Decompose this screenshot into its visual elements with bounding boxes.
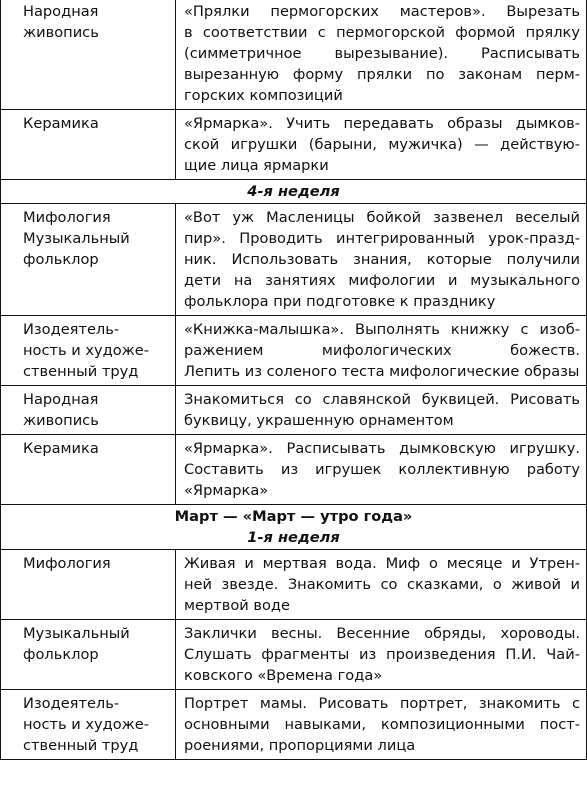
subject-cell	[1, 550, 176, 620]
subject-cell	[1, 620, 176, 690]
description-line: «Ярмарка»	[184, 482, 269, 499]
subject-line: Изодеятель-	[23, 695, 120, 712]
description-line: фольклора при подготовке к празднику	[184, 293, 496, 310]
description-line: вырезанную форму прялки по законам перм-	[184, 66, 580, 83]
description-line: роениями, пропорциями лица	[184, 737, 416, 754]
subject-cell	[1, 435, 176, 505]
table-row	[1, 386, 587, 435]
table-row	[1, 110, 587, 180]
table-row	[1, 435, 587, 505]
subject-line: ственный труд	[23, 737, 139, 754]
subject-cell	[1, 110, 176, 180]
description-cell	[176, 110, 587, 180]
subject-cell	[1, 204, 176, 316]
description-line: (симметричное вырезывание). Расписывать	[184, 45, 580, 62]
description-cell	[176, 550, 587, 620]
subject-line: Керамика	[23, 440, 99, 457]
description-line: Портрет мамы. Рисовать портрет, знакомить с	[184, 695, 580, 712]
subject-line: ность и художе-	[23, 342, 150, 359]
subject-line: фольклор	[23, 646, 99, 663]
description-line: ней звезде. Знакомить со сказками, о живой и	[184, 576, 580, 593]
section-header-row	[1, 180, 587, 204]
subject-cell	[1, 0, 176, 110]
description-line: ражением мифологических божеств.	[184, 342, 580, 359]
description-line: мертвой воде	[184, 597, 291, 614]
table-row	[1, 0, 587, 110]
description-line: буквицу, украшенную орнаментом	[184, 412, 454, 429]
description-cell	[176, 386, 587, 435]
subject-line: Народная	[23, 391, 99, 408]
section-header	[1, 180, 587, 204]
subject-line: Мифология	[23, 209, 111, 226]
description-line: ник. Использовать знания, которые получили	[184, 251, 580, 268]
week-title: 1-я неделя	[247, 529, 340, 546]
subject-line: ственный труд	[23, 363, 139, 380]
description-cell	[176, 435, 587, 505]
table-row	[1, 316, 587, 386]
description-line: «Книжка-малышка». Выполнять книжку с изоб-	[184, 321, 580, 338]
subject-line: ность и художе-	[23, 716, 150, 733]
description-line: «Прялки пермогорских мастеров». Вырезать	[184, 3, 580, 20]
subject-line: Народная	[23, 3, 99, 20]
description-line: «Ярмарка». Учить передавать образы дымков-	[184, 115, 580, 132]
description-line: Знакомиться со славянской буквицей. Рисовать	[184, 391, 580, 408]
description-line: в соответствии с пермогорской формой прялку	[184, 24, 580, 41]
description-line: дети на занятиях мифологии и музыкального	[184, 272, 580, 289]
description-cell	[176, 204, 587, 316]
description-line: основными навыками, композиционными пост-	[184, 716, 580, 733]
description-line: Составить из игрушек коллективную работу	[184, 461, 580, 478]
description-line: «Ярмарка». Расписывать дымковскую игрушку.	[184, 440, 580, 457]
description-line: щие лица ярмарки	[184, 157, 329, 174]
description-line: Слушать фрагменты из произведения П.И. Чай-	[184, 646, 580, 663]
subject-cell	[1, 690, 176, 760]
subject-line: фольклор	[23, 251, 99, 268]
table-row	[1, 620, 587, 690]
section-header-row	[1, 505, 587, 550]
description-cell	[176, 316, 587, 386]
subject-cell	[1, 316, 176, 386]
week-title: 4-я неделя	[247, 183, 340, 200]
description-line: пир». Проводить интегрированный урок-празд-	[184, 230, 580, 247]
subject-line: живопись	[23, 24, 99, 41]
description-cell	[176, 690, 587, 760]
subject-line: Музыкальный	[23, 230, 130, 247]
subject-line: Керамика	[23, 115, 99, 132]
description-line: ской игрушки (барыни, мужичка) — действую-	[184, 136, 580, 153]
description-cell	[176, 620, 587, 690]
subject-line: живопись	[23, 412, 99, 429]
subject-line: Мифология	[23, 555, 111, 572]
month-title: Март — «Март — утро года»	[174, 508, 413, 525]
description-line: Лепить из соленого теста мифологические образы	[184, 363, 580, 380]
subject-cell	[1, 386, 176, 435]
description-cell	[176, 0, 587, 110]
table-row	[1, 550, 587, 620]
description-line: горских композиций	[184, 87, 343, 104]
table-row	[1, 690, 587, 760]
description-line: Заклички весны. Весенние обряды, хороводы.	[184, 625, 580, 642]
section-header	[1, 505, 587, 550]
subject-line: Изодеятель-	[23, 321, 120, 338]
description-line: «Вот уж Масленицы бойкой зазвенел веселый	[184, 209, 580, 226]
description-line: ковского «Времена года»	[184, 667, 383, 684]
table-row	[1, 204, 587, 316]
description-line: Живая и мертвая вода. Миф о месяце и Утрен-	[184, 555, 580, 572]
subject-line: Музыкальный	[23, 625, 130, 642]
